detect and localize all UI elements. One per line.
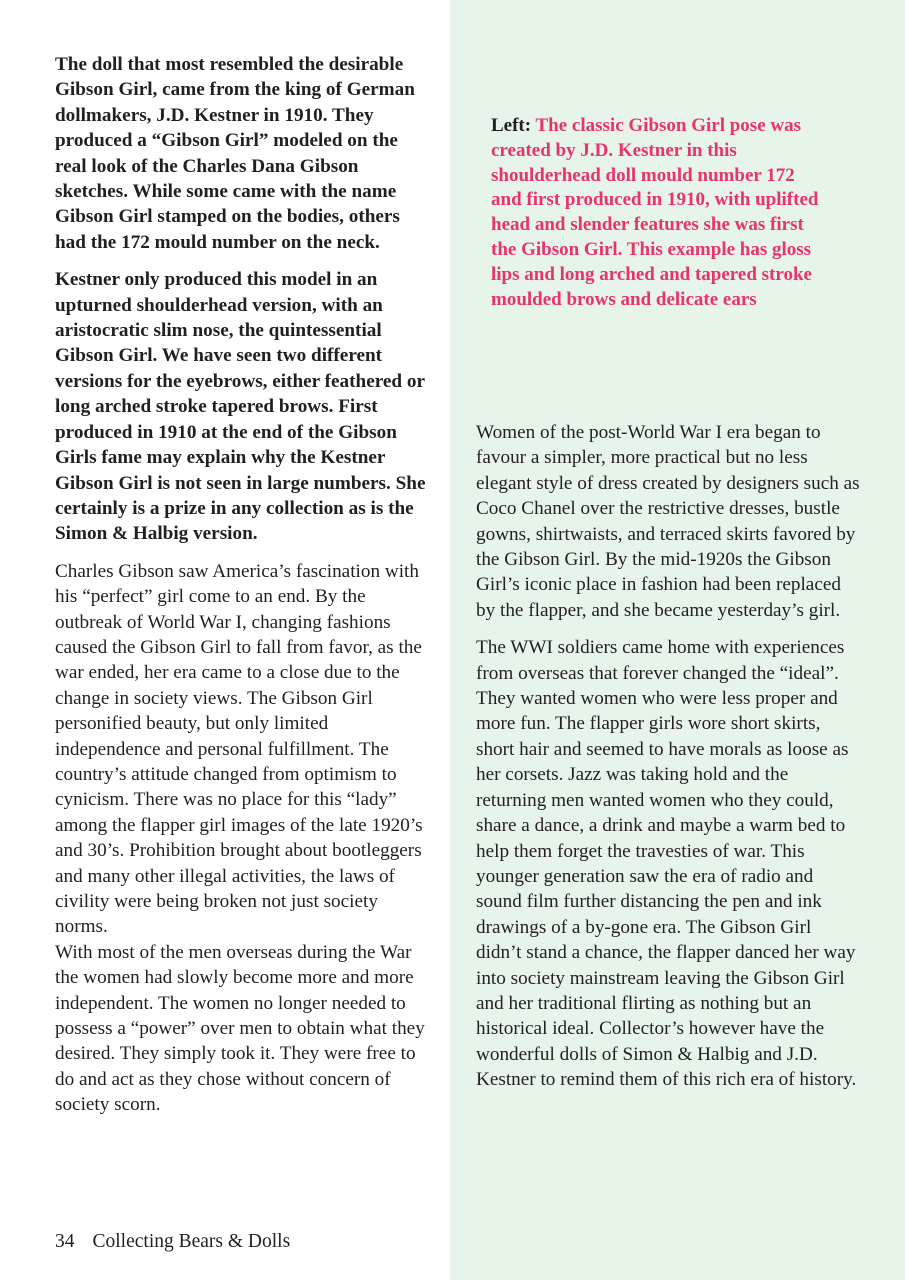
page-footer <box>55 1229 290 1255</box>
body-paragraph: Charles Gibson saw America’s fascination with his “perfect” girl come to an end. By the outbreak of World War I, changing fashions caused the Gibson Girl to fall from favor, as the war ended, her era came to a close due to the change in society views. The Gibson Girl personified beauty, but only limited independence and personal fulfillment. The country’s attitude changed from optimism to cynicism. There was no place for this “lady” among the flapper girl images of the late 1920’s and 30’s. Prohibition brought about bootleggers and many other illegal activities, the laws of civility were being broken not just society norms. <box>55 560 423 938</box>
page-number: 34 <box>55 1231 75 1252</box>
caption-label: Left: <box>491 115 536 136</box>
left-column <box>55 52 427 1118</box>
caption-text: The classic Gibson Girl pose was created by J.D. Kestner in this shoulderhead doll mould number 172 and first produced in 1910, with uplifted head and slender features she was first the Gibson Girl. This example has gloss lips and long arched and tapered stroke moulded brows and delicate ears <box>491 115 819 310</box>
body-paragraph: Women of the post-World War I era began to favour a simpler, more practical but no less elegant style of dress created by designers such as Coco Chanel over the restrictive dresses, bustle gowns, shirtwaists, and terraced skirts favored by the Gibson Girl. By the mid-1920s the Gibson Girl’s iconic place in fashion had been replaced by the flapper, and she became yesterday’s girl. <box>476 422 860 621</box>
body-paragraph: With most of the men overseas during the War the women had slowly become more and more independent. The women no longer needed to possess a “power” over men to obtain what they desired. They simply took it. They were free to do and act as they chose without concern of society scorn. <box>55 941 425 1116</box>
right-column <box>476 420 860 1105</box>
body-paragraph: The WWI soldiers came home with experiences from overseas that forever changed the “ideal”. They wanted women who were less proper and more fun. The flapper girls wore short skirts, short hair and seemed to have morals as loose as her corsets. Jazz was taking hold and the returning men wanted women who they could, share a dance, a drink and maybe a warm bed to help them forget the travesties of war. This younger generation saw the era of radio and sound film further distancing the pen and ink drawings of a by-gone era. The Gibson Girl didn’t stand a chance, the flapper danced her way into society mainstream leaving the Gibson Girl and her traditional flirting as nothing but an historical ideal. Collector’s however have the wonderful dolls of Simon & Halbig and J.D. Kestner to remind them of this rich era of history. <box>476 637 857 1091</box>
intro-paragraph: The doll that most resembled the desirable Gibson Girl, came from the king of German dollmakers, J.D. Kestner in 1910. They produced a “Gibson Girl” modeled on the real look of the Charles Dana Gibson sketches. While some came with the name Gibson Girl stamped on the bodies, others had the 172 mould number on the neck. <box>55 54 415 253</box>
publication-name: Collecting Bears & Dolls <box>92 1231 291 1252</box>
kestner-paragraph: Kestner only produced this model in an upturned shoulderhead version, with an aristocratic slim nose, the quintessential Gibson Girl. We have seen two different versions for the eyebrows, either feathered or long arched stroke tapered brows. First produced in 1910 at the end of the Gibson Girls fame may explain why the Kestner Gibson Girl is not seen in large numbers. She certainly is a prize in any collection as is the Simon & Halbig version. <box>55 269 426 545</box>
photo-caption <box>491 114 821 312</box>
